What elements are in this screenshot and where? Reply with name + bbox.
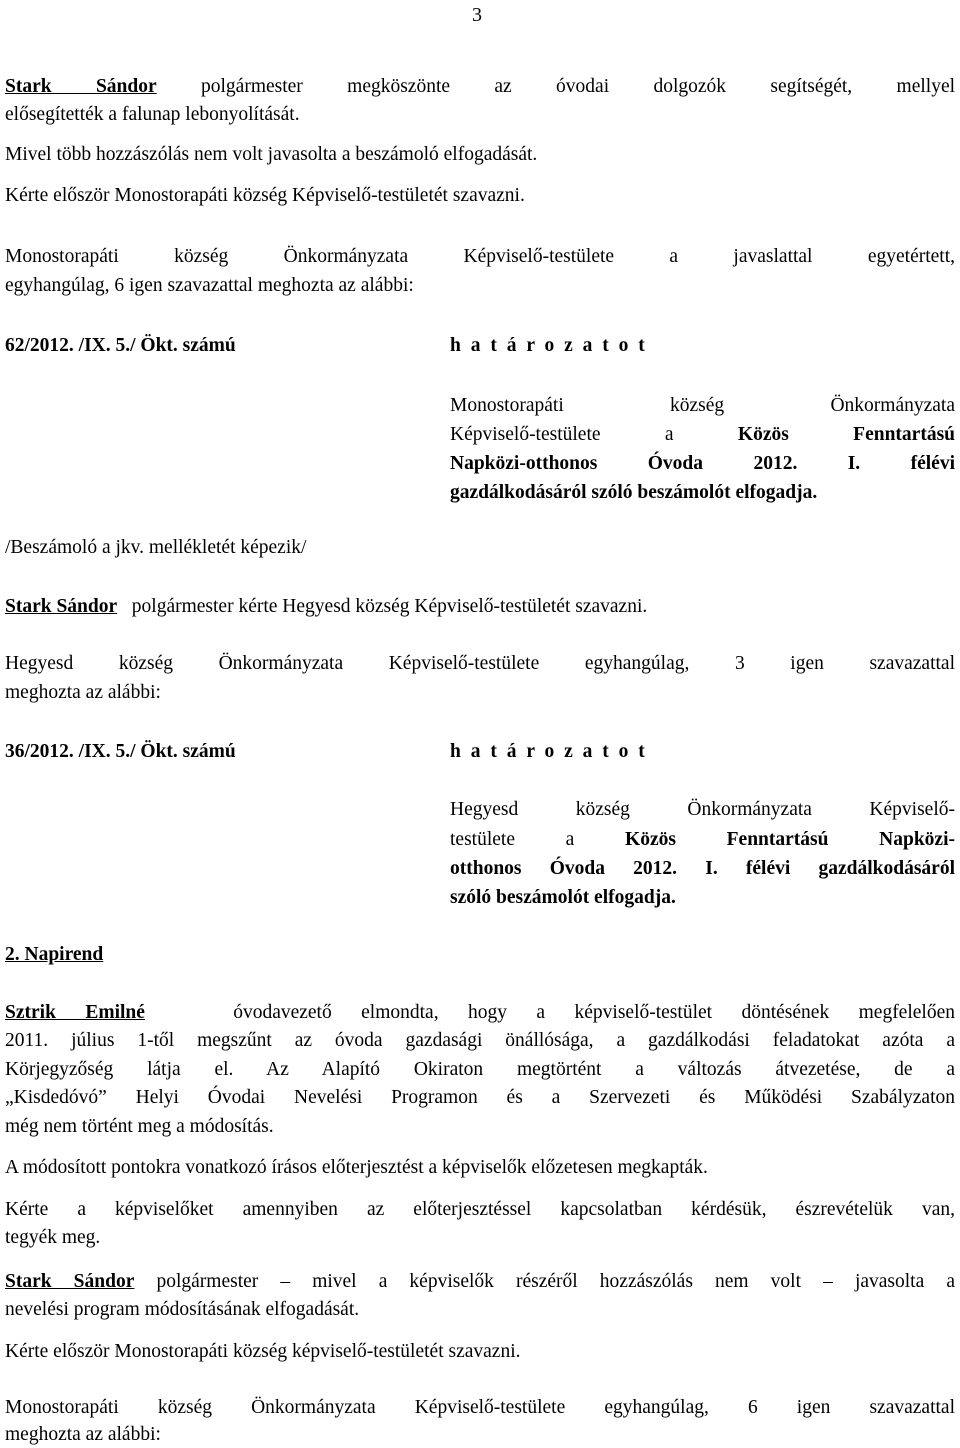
speaker-name: Stark Sándor: [5, 76, 157, 97]
resolution-text-line-2: testülete a Közös Fenntartású Napközi-: [450, 829, 955, 850]
paragraph-program-line-1: Stark Sándor polgármester – mivel a képviselők részéről hozzászólás nem volt – javasolta a: [5, 1271, 956, 1292]
paragraph-final-decision-line-2: meghozta az alábbi:: [5, 1424, 161, 1445]
agenda-heading: 2. Napirend: [5, 944, 104, 965]
paragraph-proposal-received: A módosított pontokra vonatkozó írásos előterjesztést a képviselők előzetesen megkapták.: [5, 1157, 708, 1178]
paragraph-hegyesd-decision-line-2: meghozta az alábbi:: [5, 682, 161, 703]
paragraph-kindergarten-line-5: még nem történt meg a módosítás.: [5, 1116, 274, 1137]
paragraph-decision-line-1: Monostorapáti község Önkormányzata Képviselő-testülete a javaslattal egyetértett,: [5, 246, 955, 267]
paragraph-program-line-2: nevelési program módosításának elfogadását.: [5, 1299, 360, 1320]
resolution-text-line-3: otthonos Óvoda 2012. I. félévi gazdálkodásáról: [450, 858, 955, 879]
resolution-text-line-2: Képviselő-testülete a Közös Fenntartású: [450, 424, 955, 445]
annex-note: /Beszámoló a jkv. mellékletét képezik/: [5, 537, 307, 558]
paragraph-kindergarten-line-2: 2011. július 1-től megszűnt az óvoda gazdasági önállósága, a gazdálkodási feladatokat azóta a: [5, 1030, 955, 1051]
paragraph-thanks-line-1: Stark Sándor polgármester megköszönte az óvodai dolgozók segítségét, mellyel: [5, 76, 956, 97]
paragraph-kindergarten-line-3: Körjegyzőség látja el. Az Alapító Okiraton megtörtént a változás átvezetése, de a: [5, 1059, 955, 1080]
resolution-text-line-3: Napközi-otthonos Óvoda 2012. I. félévi: [450, 453, 955, 474]
paragraph-decision-line-2: egyhangúlag, 6 igen szavazattal meghozta az alábbi:: [5, 275, 414, 296]
resolution-text-line-1: Hegyesd község Önkormányzata Képviselő-: [450, 799, 955, 820]
paragraph-vote-request-2: Kérte először Monostorapáti község képviselő-testületét szavazni.: [5, 1341, 521, 1362]
paragraph-final-decision-line-1: Monostorapáti község Önkormányzata Képviselő-testülete egyhangúlag, 6 igen szavazattal: [5, 1397, 955, 1418]
paragraph-hegyesd-decision-line-1: Hegyesd község Önkormányzata Képviselő-testülete egyhangúlag, 3 igen szavazattal: [5, 653, 955, 674]
resolution-heading: h a t á r o z a t o t: [450, 741, 648, 762]
paragraph-kindergarten-line-4: „Kisdedóvó” Helyi Óvodai Nevelési Programon és a Szervezeti és Működési Szabályzaton: [5, 1087, 955, 1108]
resolution-number: 62/2012. /IX. 5./ Ökt. számú: [5, 335, 236, 356]
paragraph-thanks-line-2: elősegítették a falunap lebonyolítását.: [5, 104, 300, 125]
resolution-text-line-4: szóló beszámolót elfogadja.: [450, 887, 676, 908]
paragraph-questions-line-1: Kérte a képviselőket amennyiben az előterjesztéssel kapcsolatban kérdésük, észrevételük van,: [5, 1199, 955, 1220]
resolution-number: 36/2012. /IX. 5./ Ökt. számú: [5, 741, 236, 762]
resolution-text-line-4: gazdálkodásáról szóló beszámolót elfogadja.: [450, 482, 818, 503]
paragraph-kindergarten-line-1: Sztrik Emilné óvodavezető elmondta, hogy a képviselő-testület döntésének megfelelően: [5, 1002, 955, 1023]
resolution-heading: h a t á r o z a t o t: [450, 335, 648, 356]
resolution-text-line-1: Monostorapáti község Önkormányzata: [450, 395, 955, 416]
paragraph-proposal: Mivel több hozzászólás nem volt javasolta a beszámoló elfogadását.: [5, 144, 538, 165]
speaker-name: Stark Sándor: [5, 1271, 135, 1292]
paragraph-questions-line-2: tegyék meg.: [5, 1227, 101, 1248]
paragraph-vote-request: Kérte először Monostorapáti község Képviselő-testületét szavazni.: [5, 185, 525, 206]
speaker-name: Stark Sándor: [5, 596, 118, 617]
page-number: 3: [472, 4, 482, 26]
speaker-name: Sztrik Emilné: [5, 1002, 145, 1023]
paragraph-hegyesd-vote: Stark Sándor polgármester kérte Hegyesd község Képviselő-testületét szavazni.: [5, 596, 648, 617]
